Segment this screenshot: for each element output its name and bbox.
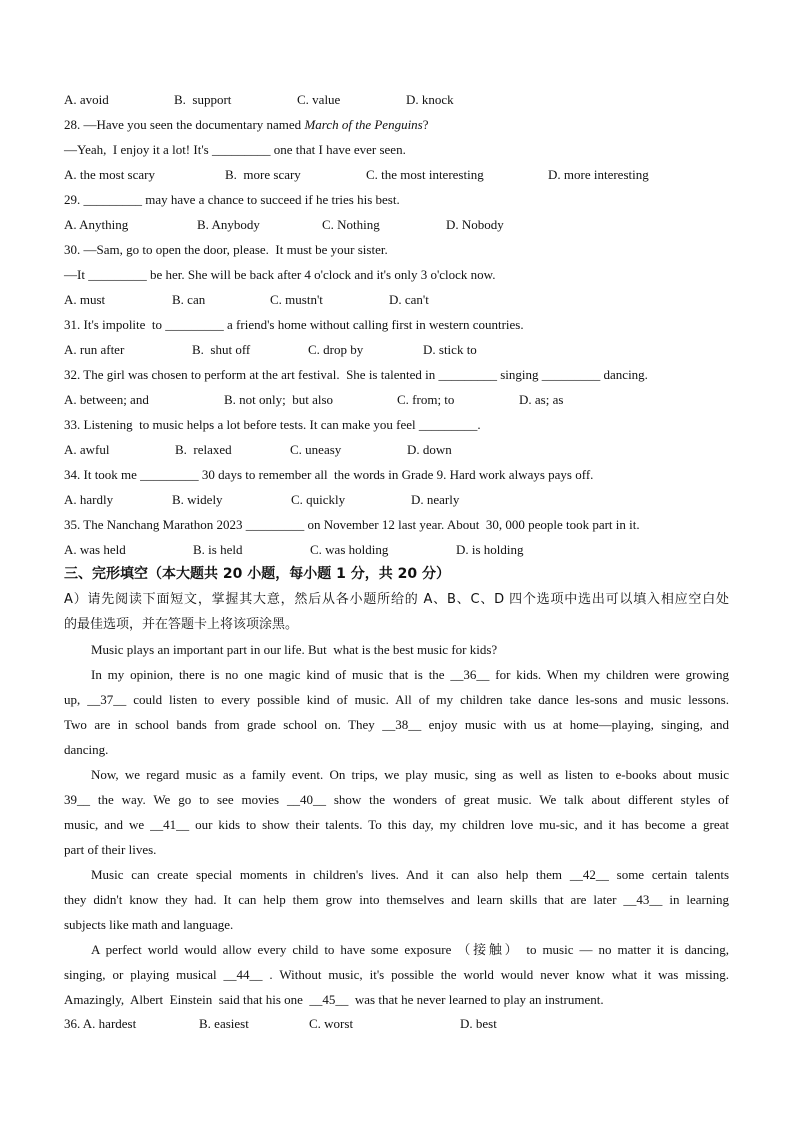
text-line: 30. —Sam, go to open the door, please. It must be your sister. xyxy=(64,242,388,257)
answer-option: B. easiest xyxy=(199,1016,249,1031)
answer-option: A. hardly xyxy=(64,492,114,507)
question-end: ? xyxy=(422,117,429,132)
passage-line: they didn't know they had. It can help them grow into themselves and learn skills that are later __43__ in learning xyxy=(64,892,729,907)
answer-option: B. support xyxy=(174,92,232,107)
text-line: 35. The Nanchang Marathon 2023 _________ on November 12 last year. About 30, 000 people took part in it. xyxy=(64,517,640,532)
answer-option: C. the most interesting xyxy=(366,167,484,182)
answer-option: C. drop by xyxy=(308,342,364,357)
answer-option: B. shut off xyxy=(192,342,251,357)
passage-line: Two are in school bands from grade school on. They __38__ enjoy music with us at home—playing, singing, and xyxy=(64,717,729,732)
answer-option: C. value xyxy=(297,92,341,107)
text-line: —It _________ be her. She will be back after 4 o'clock and it's only 3 o'clock now. xyxy=(64,267,496,282)
passage-line: In my opinion, there is no one magic kind of music that is the __36__ for kids. When my children were growing xyxy=(91,667,729,682)
answer-option: C. was holding xyxy=(310,542,389,557)
answer-option: D. Nobody xyxy=(446,217,504,232)
answer-option: B. is held xyxy=(193,542,243,557)
answer-option: C. Nothing xyxy=(322,217,380,232)
passage-line: music, and we __41__ our kids to show their talents. To this day, my children love mu-sic, and it has become a great xyxy=(64,817,729,832)
answer-option: D. best xyxy=(460,1016,497,1031)
documentary-title: March of the Penguins xyxy=(304,117,423,132)
text-line: Amazingly, Albert Einstein said that his one __45__ was that he never learned to play an instrument. xyxy=(64,992,604,1007)
text-line: dancing. xyxy=(64,742,109,757)
answer-option: D. stick to xyxy=(423,342,477,357)
answer-option: D. nearly xyxy=(411,492,460,507)
answer-option: A. awful xyxy=(64,442,110,457)
answer-option: A. run after xyxy=(64,342,125,357)
answer-option: A. was held xyxy=(64,542,126,557)
text-line: subjects like math and language. xyxy=(64,917,234,932)
answer-option: B. relaxed xyxy=(175,442,232,457)
answer-option: A. avoid xyxy=(64,92,109,107)
question-text: 28. —Have you seen the documentary named xyxy=(64,117,305,132)
answer-option: B. more scary xyxy=(225,167,301,182)
answer-option: D. is holding xyxy=(456,542,524,557)
answer-option: A. must xyxy=(64,292,106,307)
question-line xyxy=(64,117,429,133)
answer-option: A. the most scary xyxy=(64,167,155,182)
text-line: 34. It took me _________ 30 days to remember all the words in Grade 9. Hard work always pays off. xyxy=(64,467,594,482)
passage-line: singing, or playing musical __44__ . Without music, it's possible the world would never know what it was missing. xyxy=(64,967,729,982)
answer-option: 36. A. hardest xyxy=(64,1016,137,1031)
text-line: 32. The girl was chosen to perform at the art festival. She is talented in _________ singing _________ dancing. xyxy=(64,367,648,382)
text-line: 29. _________ may have a chance to succeed if he tries his best. xyxy=(64,192,400,207)
instructions-line: 的最佳选项，并在答题卡上将该项涂黑。 xyxy=(64,617,299,632)
answer-option: D. down xyxy=(407,442,452,457)
passage-line: A perfect world would allow every child to have some exposure （接触） to music — no matter it is dancing, xyxy=(91,942,729,957)
text-line: 31. It's impolite to _________ a friend's home without calling first in western countries. xyxy=(64,317,524,332)
passage-line: Music plays an important part in our life. But what is the best music for kids? xyxy=(91,642,498,657)
answer-option: B. can xyxy=(172,292,206,307)
answer-option: D. as; as xyxy=(519,392,564,407)
passage-line: Now, we regard music as a family event. On trips, we play music, sing as well as listen to e-books about music xyxy=(91,767,729,782)
answer-option: B. widely xyxy=(172,492,223,507)
section-heading: 三、完形填空（本大题共 20 小题，每小题 1 分，共 20 分） xyxy=(64,566,450,582)
answer-option: D. knock xyxy=(406,92,454,107)
instructions-line: A）请先阅读下面短文，掌握其大意，然后从各小题所给的 A、B、C、D 四个选项中选出可以填入相应空白处 xyxy=(64,592,729,607)
passage-line: up, __37__ could listen to every possible kind of music. All of my children take dance les-sons and music lessons. xyxy=(64,692,729,707)
passage-line: Music can create special moments in children's lives. And it can also help them __42__ some certain talents xyxy=(91,867,729,882)
answer-option: C. from; to xyxy=(397,392,455,407)
text-line: —Yeah, I enjoy it a lot! It's _________ one that I have ever seen. xyxy=(64,142,406,157)
text-line: 33. Listening to music helps a lot before tests. It can make you feel _________. xyxy=(64,417,481,432)
answer-option: D. can't xyxy=(389,292,429,307)
answer-option: B. Anybody xyxy=(197,217,260,232)
answer-option: A. between; and xyxy=(64,392,149,407)
answer-option: C. quickly xyxy=(291,492,346,507)
passage-line: 39__ the way. We go to see movies __40__ show the wonders of great music. We talk about different styles of xyxy=(64,792,729,807)
answer-option: C. uneasy xyxy=(290,442,342,457)
answer-option: C. mustn't xyxy=(270,292,323,307)
answer-option: C. worst xyxy=(309,1016,354,1031)
answer-option: D. more interesting xyxy=(548,167,649,182)
answer-option: A. Anything xyxy=(64,217,129,232)
text-line: part of their lives. xyxy=(64,842,157,857)
answer-option: B. not only; but also xyxy=(224,392,334,407)
